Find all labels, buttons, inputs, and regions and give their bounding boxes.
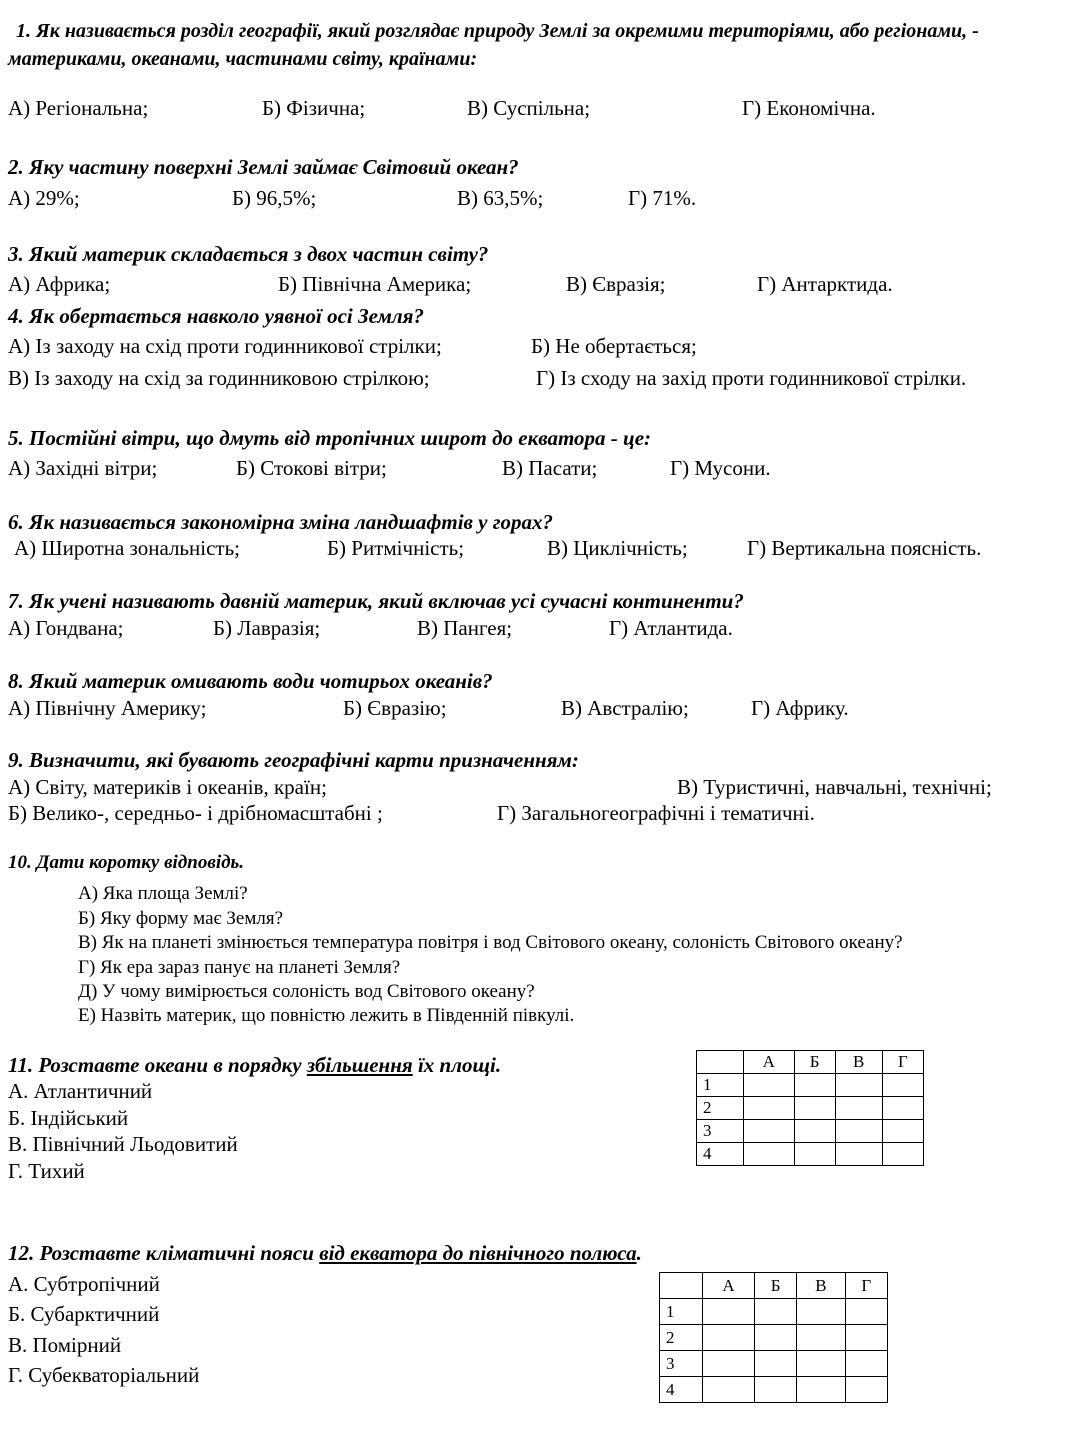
q9-option-a: А) Світу, материків і океанів, країн; <box>8 775 327 799</box>
q11-table-cell[interactable] <box>794 1143 835 1166</box>
q12-table-cell[interactable] <box>845 1377 887 1403</box>
q11-table-cell[interactable] <box>882 1097 923 1120</box>
q12-table-cell[interactable] <box>755 1377 797 1403</box>
q11-table-cell[interactable] <box>794 1120 835 1143</box>
q11-table-row-label: 2 <box>697 1097 744 1120</box>
q2-option-a: А) 29%; <box>8 186 80 210</box>
q12-title-start: 12. Розставте кліматичні пояси <box>8 1241 320 1265</box>
q12-title-end: . <box>636 1241 642 1265</box>
q11-table-cell[interactable] <box>835 1097 882 1120</box>
q11-item-b: Б. Індійський <box>8 1106 129 1130</box>
q6-option-d: Г) Вертикальна поясність. <box>747 536 982 560</box>
q6-title: 6. Як називається закономірна зміна ландшафтів у горах? <box>8 510 553 534</box>
q1-option-d: Г) Економічна. <box>742 96 876 120</box>
q3-option-a: А) Африка; <box>8 272 111 296</box>
q12-table-row-label: 4 <box>660 1377 703 1403</box>
q11-title-start: 11. Розставте океани в порядку <box>8 1053 307 1077</box>
q7-option-a: А) Гондвана; <box>8 616 124 640</box>
q1-option-b: Б) Фізична; <box>262 96 366 120</box>
q12-table-row-label: 3 <box>660 1351 703 1377</box>
q1-title-line1: 1. Як називається розділ географії, який розглядає природу Землі за окремими територіями, або регіонами, - <box>16 20 979 42</box>
q10-item-e: Д) У чому вимірюється солоність вод Світового океану? <box>78 981 535 1002</box>
q11-table-cell[interactable] <box>835 1143 882 1166</box>
q3-title: 3. Який материк складається з двох частин світу? <box>8 242 489 266</box>
q12-table-cell[interactable] <box>845 1351 887 1377</box>
q12-table-cell[interactable] <box>797 1351 845 1377</box>
q1-title-line2: материками, океанами, частинами світу, країнами: <box>8 48 478 70</box>
q11-item-a: А. Атлантичний <box>8 1079 153 1103</box>
q1-option-a: А) Регіональна; <box>8 96 149 120</box>
q7-option-b: Б) Лавразія; <box>213 616 321 640</box>
q2-title: 2. Яку частину поверхні Землі займає Світовий океан? <box>8 155 519 179</box>
q2-option-b: Б) 96,5%; <box>232 186 317 210</box>
q11-table-cell[interactable] <box>882 1120 923 1143</box>
q11-table-cell[interactable] <box>835 1074 882 1097</box>
q3-option-b: Б) Північна Америка; <box>278 272 472 296</box>
q11-table-cell[interactable] <box>744 1143 795 1166</box>
q2-option-c: В) 63,5%; <box>457 186 544 210</box>
q5-option-c: В) Пасати; <box>502 456 598 480</box>
q10-item-f: Е) Назвіть материк, що повністю лежить в Південній півкулі. <box>78 1005 575 1026</box>
q11-table-row-label: 1 <box>697 1074 744 1097</box>
q4-title: 4. Як обертається навколо уявної осі Земля? <box>8 304 424 328</box>
q11-table-cell[interactable] <box>882 1143 923 1166</box>
q11-table-cell[interactable] <box>835 1120 882 1143</box>
q3-option-c: В) Євразія; <box>566 272 666 296</box>
q11-table-header-a: А <box>744 1051 795 1074</box>
q11-title-underlined: збільшення <box>306 1053 413 1077</box>
q12-table-header-a: А <box>703 1273 755 1299</box>
q6-option-b: Б) Ритмічність; <box>327 536 465 560</box>
q12-table-cell[interactable] <box>845 1325 887 1351</box>
q12-table-corner <box>660 1273 703 1299</box>
q12-table-header-c: В <box>797 1273 845 1299</box>
q11-answer-table <box>696 1050 924 1166</box>
q11-table-header-c: В <box>835 1051 882 1074</box>
q4-option-a: А) Із заходу на схід проти годинникової стрілки; <box>8 334 442 358</box>
q7-option-c: В) Пангея; <box>417 616 513 640</box>
q12-table-cell[interactable] <box>755 1325 797 1351</box>
q12-table-cell[interactable] <box>797 1377 845 1403</box>
q11-table-row-label: 3 <box>697 1120 744 1143</box>
q1-option-c: В) Суспільна; <box>467 96 591 120</box>
q12-table-cell[interactable] <box>703 1299 755 1325</box>
q12-table-cell[interactable] <box>755 1351 797 1377</box>
q11-table-row-label: 4 <box>697 1143 744 1166</box>
q9-option-d: Г) Загальногеографічні і тематичні. <box>497 801 815 825</box>
q11-table-corner <box>697 1051 744 1074</box>
q12-answer-table <box>659 1272 888 1403</box>
q6-option-c: В) Циклічність; <box>547 536 688 560</box>
q11-table-cell[interactable] <box>744 1097 795 1120</box>
q12-table-cell[interactable] <box>797 1299 845 1325</box>
q12-table-cell[interactable] <box>703 1377 755 1403</box>
q4-option-b: Б) Не обертається; <box>531 334 697 358</box>
q11-table-cell[interactable] <box>794 1074 835 1097</box>
q8-option-b: Б) Євразію; <box>343 696 447 720</box>
q12-table-cell[interactable] <box>845 1299 887 1325</box>
q12-table-header-b: Б <box>755 1273 797 1299</box>
q8-title: 8. Який материк омивають води чотирьох океанів? <box>8 669 493 693</box>
q9-option-b: Б) Велико-, середньо- і дрібномасштабні ; <box>8 801 383 825</box>
q8-option-c: В) Австралію; <box>561 696 689 720</box>
q3-option-d: Г) Антарктида. <box>757 272 893 296</box>
q4-option-c: В) Із заходу на схід за годинниковою стрілкою; <box>8 366 430 390</box>
q9-title: 9. Визначити, які бувають географічні карти призначенням: <box>8 748 579 772</box>
q11-table-header-d: Г <box>882 1051 923 1074</box>
q11-table-header-b: Б <box>794 1051 835 1074</box>
q12-table-cell[interactable] <box>755 1299 797 1325</box>
q12-title <box>8 1241 642 1266</box>
q5-option-b: Б) Стокові вітри; <box>236 456 387 480</box>
q10-item-d: Г) Як ера зараз панує на планеті Земля? <box>78 957 401 978</box>
q11-item-c: В. Північний Льодовитий <box>8 1132 238 1156</box>
q5-option-d: Г) Мусони. <box>670 456 771 480</box>
q11-table-cell[interactable] <box>744 1120 795 1143</box>
q4-option-d: Г) Із сходу на захід проти годинникової стрілки. <box>536 366 967 390</box>
q9-option-c: В) Туристичні, навчальні, технічні; <box>677 775 992 799</box>
q12-table-cell[interactable] <box>703 1351 755 1377</box>
q12-item-b: Б. Субарктичний <box>8 1302 160 1326</box>
q12-title-underlined: від екватора до північного полюса <box>319 1241 637 1265</box>
q12-table-row-label: 2 <box>660 1325 703 1351</box>
q10-item-a: А) Яка площа Землі? <box>78 883 248 904</box>
q10-item-c: В) Як на планеті змінюється температура повітря і вод Світового океану, солоність Світового океану? <box>78 932 903 953</box>
q12-table-cell[interactable] <box>703 1325 755 1351</box>
q5-option-a: А) Західні вітри; <box>8 456 158 480</box>
q8-option-d: Г) Африку. <box>751 696 849 720</box>
q10-title: 10. Дати коротку відповідь. <box>8 852 244 873</box>
q11-item-d: Г. Тихий <box>8 1159 85 1183</box>
q2-option-d: Г) 71%. <box>628 186 697 210</box>
q12-item-a: А. Субтропічний <box>8 1272 160 1296</box>
q11-table-cell[interactable] <box>744 1074 795 1097</box>
q7-option-d: Г) Атлантида. <box>609 616 733 640</box>
q12-table-header-d: Г <box>845 1273 887 1299</box>
q11-title <box>8 1053 501 1078</box>
q6-option-a: А) Широтна зональність; <box>14 536 240 560</box>
q8-option-a: А) Північну Америку; <box>8 696 207 720</box>
q12-item-d: Г. Субекваторіальний <box>8 1363 200 1387</box>
q11-table-cell[interactable] <box>882 1074 923 1097</box>
q12-table-row-label: 1 <box>660 1299 703 1325</box>
q10-item-b: Б) Яку форму має Земля? <box>78 908 284 929</box>
q12-item-c: В. Помірний <box>8 1333 122 1357</box>
q11-table-cell[interactable] <box>794 1097 835 1120</box>
q11-title-end: їх площі. <box>412 1053 502 1077</box>
q7-title: 7. Як учені називають давній материк, який включав усі сучасні континенти? <box>8 589 744 613</box>
q12-table-cell[interactable] <box>797 1325 845 1351</box>
q5-title: 5. Постійні вітри, що дмуть від тропічних широт до екватора - це: <box>8 426 652 450</box>
